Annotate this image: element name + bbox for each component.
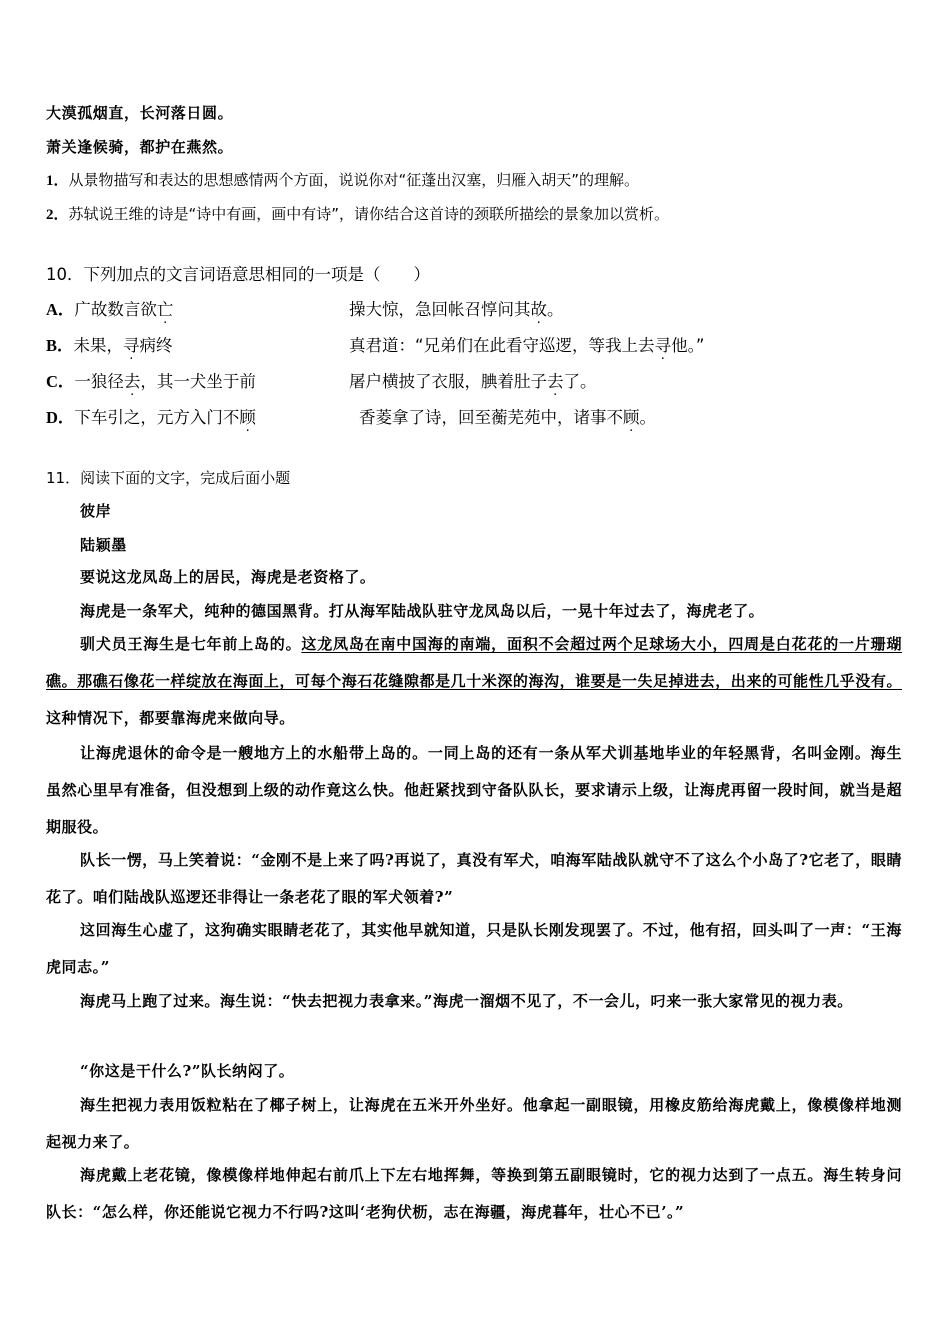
dotted-word: 去 <box>547 372 564 391</box>
article-paragraph-5: 队长一愣，马上笑着说：“金刚不是上来了吗?再说了，真没有军犬，咱海军陆战队就守不了这么个小岛了?它老了，眼睛花了。咱们陆战队巡逻还非得让一条老花了眼的军犬领着?” <box>46 851 902 906</box>
paragraph-text: 这种情况下，都要靠海虎来做向导。 <box>46 709 295 727</box>
option-left-text: 下车引之，元方入门不 <box>74 408 240 427</box>
q9-sub2-text: 苏轼说王维的诗是“诗中有画，画中有诗”，请你结合这首诗的颈联所描绘的景象加以赏析。 <box>68 205 670 223</box>
option-label: C． <box>46 372 75 391</box>
option-left-text: ，其一犬坐于前 <box>140 372 256 391</box>
option-left-text: 广故数言欲 <box>74 300 157 319</box>
q10-stem: 10．下列加点的文言词语意思相同的一项是（ ） <box>46 265 430 284</box>
article-paragraph-6: 这回海生心虚了，这狗确实眼睛老花了，其实他早就知道，只是队长刚发现罢了。不过，他有招，回头叫了一声：“王海虎同志。” <box>46 921 902 976</box>
q9-sub1-text: 从景物描写和表达的思想感情两个方面，说说你对“征蓬出汉塞，归雁入胡天”的理解。 <box>68 171 640 189</box>
poem-line-1: 大漠孤烟直，长河落日圆。 <box>46 104 234 122</box>
q9-sub1-number: 1． <box>46 173 69 189</box>
q9-subquestion-2 <box>46 203 669 224</box>
option-right-text: 屠户横披了衣服，腆着肚子 <box>349 372 547 391</box>
article-paragraph-9: 海生把视力表用饭粒粘在了椰子树上，让海虎在五米开外坐好。他拿起一副眼镜，用橡皮筋给海虎戴上，像模像样地测起视力来了。 <box>46 1096 902 1151</box>
q10-option-c <box>46 368 256 392</box>
dotted-word: 去 <box>123 372 141 391</box>
q9-subquestion-1 <box>46 169 639 190</box>
q9-sub2-number: 2． <box>46 207 69 223</box>
q10-option-b-right <box>349 332 704 356</box>
dotted-word: 故 <box>530 300 547 319</box>
article-paragraph-4: 让海虎退休的命令是一艘地方上的水船带上岛的。一同上岛的还有一条从军犬训基地毕业的年轻黑背，名叫金刚。海生虽然心里早有准备，但没想到上级的动作竟这么快。他赶紧找到守备队队长，要求请示上级，让海虎再留一段时间，就当是超期服役。 <box>46 744 902 836</box>
option-right-text: 操大惊，急回帐召惇问其 <box>349 300 531 319</box>
poem-line-2: 萧关逢候骑，都护在燕然。 <box>46 138 234 156</box>
dotted-word: 顾 <box>239 408 256 427</box>
q10-option-c-right <box>349 368 597 392</box>
dotted-word: 寻 <box>123 336 140 355</box>
q10-option-b <box>46 332 173 356</box>
paragraph-text: 驯犬员王海生是七年前上岛的。 <box>80 635 302 653</box>
option-right-text: 他。” <box>671 336 705 355</box>
dotted-word: 寻 <box>654 336 672 355</box>
option-label: B． <box>46 336 74 355</box>
option-label: A． <box>46 300 75 319</box>
option-label: D． <box>46 408 75 427</box>
article-paragraph-7: 海虎马上跑了过来。海生说：“快去把视力表拿来。”海虎一溜烟不见了，不一会儿，叼来一张大家常见的视力表。 <box>80 992 853 1010</box>
article-paragraph-2: 海虎是一条军犬，纯种的德国黑背。打从海军陆战队驻守龙凤岛以后，一晃十年过去了，海虎老了。 <box>80 602 765 620</box>
q10-option-a <box>46 296 173 320</box>
article-paragraph-3 <box>46 626 902 737</box>
option-right-text: 。 <box>547 300 564 319</box>
option-left-text: 未果， <box>73 336 124 355</box>
article-author: 陆颖墨 <box>80 536 127 554</box>
article-paragraph-10: 海虎戴上老花镜，像模像样地伸起右前爪上下左右地挥舞，等换到第五副眼镜时，它的视力达到了一点五。海生转身问队长：“怎么样，你还能说它视力不行吗?这叫‘老狗伏枥，志在海疆，海虎暮年，壮心不已’。” <box>46 1166 902 1221</box>
article-title: 彼岸 <box>80 502 112 520</box>
article-paragraph-1: 要说这龙凤岛上的居民，海虎是老资格了。 <box>80 568 376 586</box>
q10-option-d-right <box>359 404 656 428</box>
dotted-word: 亡 <box>156 300 174 319</box>
q11-stem: 11．阅读下面的文字，完成后面小题 <box>46 469 291 487</box>
article-paragraph-8: “你这是干什么?”队长纳闷了。 <box>80 1062 295 1080</box>
option-right-text: 了。 <box>563 372 597 391</box>
option-left-text: 一狼径 <box>74 372 124 391</box>
q10-option-d <box>46 404 256 428</box>
underlined-passage: 这龙凤岛在南中国海的南端，面积不会超过两个足球场大小，四周是白花花的一片珊瑚礁。那礁石像花一样绽放在海面上，可每个海石花缝隙都是几十米深的海沟，谁要是一失足掉进去，出来的可能性几乎没有。 <box>46 635 903 690</box>
option-right-text: 。 <box>639 408 656 427</box>
q10-option-a-right <box>349 296 564 320</box>
option-right-text: 香菱拿了诗，回至蘅芜苑中，诸事不 <box>359 408 623 427</box>
option-left-text: 病终 <box>139 336 173 355</box>
dotted-word: 顾 <box>623 408 640 427</box>
option-right-text: 真君道：“兄弟们在此看守巡逻，等我上去 <box>349 336 655 355</box>
